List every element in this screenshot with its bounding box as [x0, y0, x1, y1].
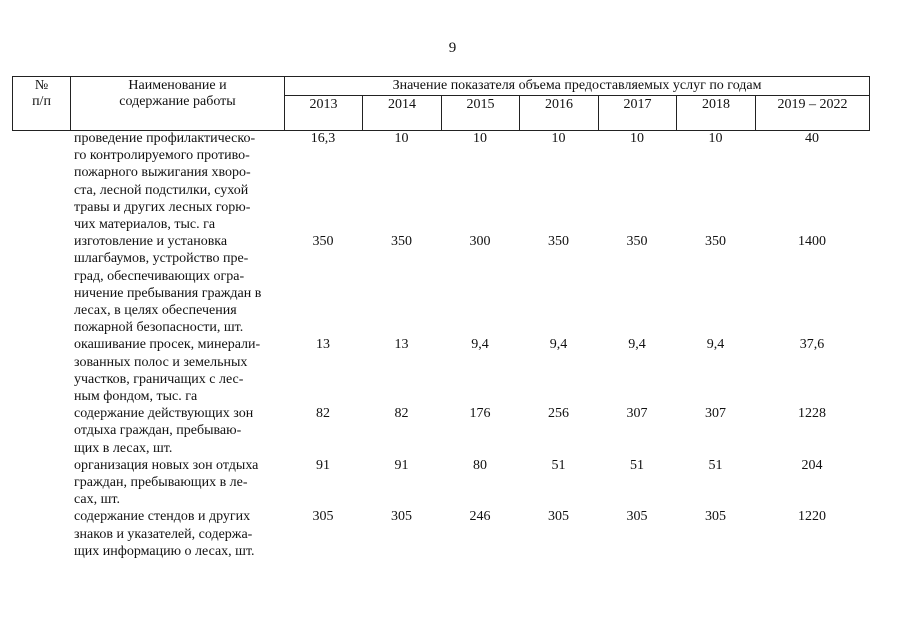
row-value: 91	[316, 457, 330, 473]
header-year: 2013	[285, 96, 363, 131]
row-value: 1400	[798, 234, 826, 250]
row-value: 51	[708, 457, 723, 473]
row-description: изготовление и установка шлагбаумов, устройство пре- град, обеспечивающих огра- ничение пребывания граждан в лесах, в целях обеспечения пожарной безопасности, шт.	[74, 234, 262, 336]
header-year: 2016	[520, 96, 599, 131]
row-value: 10	[630, 131, 644, 146]
row-value: 10	[473, 131, 487, 146]
data-table	[12, 130, 869, 560]
row-value: 40	[805, 131, 819, 146]
row-value: 9,4	[628, 337, 646, 353]
row-number	[12, 130, 70, 233]
row-value: 350	[626, 234, 648, 250]
row-value: 350	[391, 234, 412, 250]
row-value: 307	[626, 406, 648, 422]
row-value: 82	[316, 406, 330, 422]
header-year: 2014	[363, 96, 442, 131]
row-description: содержание стендов и других знаков и указателей, содержа- щих информацию о лесах, шт.	[74, 509, 255, 559]
row-value: 13	[316, 337, 330, 353]
row-value: 80	[473, 457, 487, 473]
row-value: 10	[708, 131, 723, 146]
row-value: 10	[551, 131, 566, 146]
row-value: 305	[312, 509, 334, 525]
table-row	[12, 233, 869, 336]
table-row	[12, 457, 869, 509]
row-value: 350	[705, 234, 726, 250]
row-description: проведение профилактическо- го контролируемого противо- пожарного выжигания хворо- ста, лесной подстилки, сухой травы и других лесных горю- чих материалов, тыс. га	[74, 131, 256, 233]
row-value: 16,3	[310, 131, 336, 146]
header-number	[13, 77, 71, 131]
header-values-title: Значение показателя объема предоставляемых услуг по годам	[285, 77, 870, 96]
row-value: 176	[469, 406, 491, 422]
row-value: 37,6	[799, 337, 825, 353]
row-value: 1228	[798, 406, 826, 422]
row-value: 300	[469, 234, 491, 250]
row-value: 91	[394, 457, 409, 473]
row-number	[12, 405, 70, 457]
row-value: 350	[312, 234, 334, 250]
row-value: 9,4	[471, 337, 489, 353]
row-description: организация новых зон отдыха граждан, пребывающих в ле- сах, шт.	[74, 457, 259, 508]
row-value: 305	[705, 509, 726, 525]
row-description: содержание действующих зон отдыха граждан, пребываю- щих в лесах, шт.	[74, 406, 254, 456]
row-value: 13	[394, 337, 409, 353]
row-value: 10	[394, 131, 409, 146]
row-value: 307	[705, 406, 726, 422]
row-value: 1220	[798, 509, 826, 525]
row-value: 305	[391, 509, 412, 525]
row-number	[12, 457, 70, 509]
row-value: 9,4	[549, 337, 568, 353]
row-value: 305	[548, 509, 569, 525]
page-number: 9	[448, 40, 457, 56]
row-number	[12, 336, 70, 405]
header-year: 2018	[677, 96, 756, 131]
row-value: 51	[551, 457, 566, 473]
row-value: 350	[548, 234, 569, 250]
row-description: окашивание просек, минерали- зованных полос и земельных участков, граничащих с лес- ным фондом, тыс. га	[74, 337, 261, 405]
row-value: 51	[630, 457, 644, 473]
header-name	[71, 77, 285, 131]
row-number	[12, 233, 70, 336]
row-number	[12, 508, 70, 560]
table-row	[12, 508, 869, 560]
table-row	[12, 130, 869, 233]
header-number-label: № п/п	[32, 78, 51, 109]
table-row	[12, 405, 869, 457]
row-value: 9,4	[706, 337, 725, 353]
row-value: 82	[394, 406, 409, 422]
header-year: 2017	[599, 96, 677, 131]
table-header	[12, 76, 870, 131]
row-value: 256	[548, 406, 569, 422]
row-value: 246	[469, 509, 491, 525]
header-year: 2015	[442, 96, 520, 131]
row-value: 204	[801, 457, 823, 473]
header-year: 2019 – 2022	[756, 96, 870, 131]
table-row	[12, 336, 869, 405]
row-value: 305	[626, 509, 648, 525]
header-name-label: Наименование и содержание работы	[119, 78, 236, 109]
